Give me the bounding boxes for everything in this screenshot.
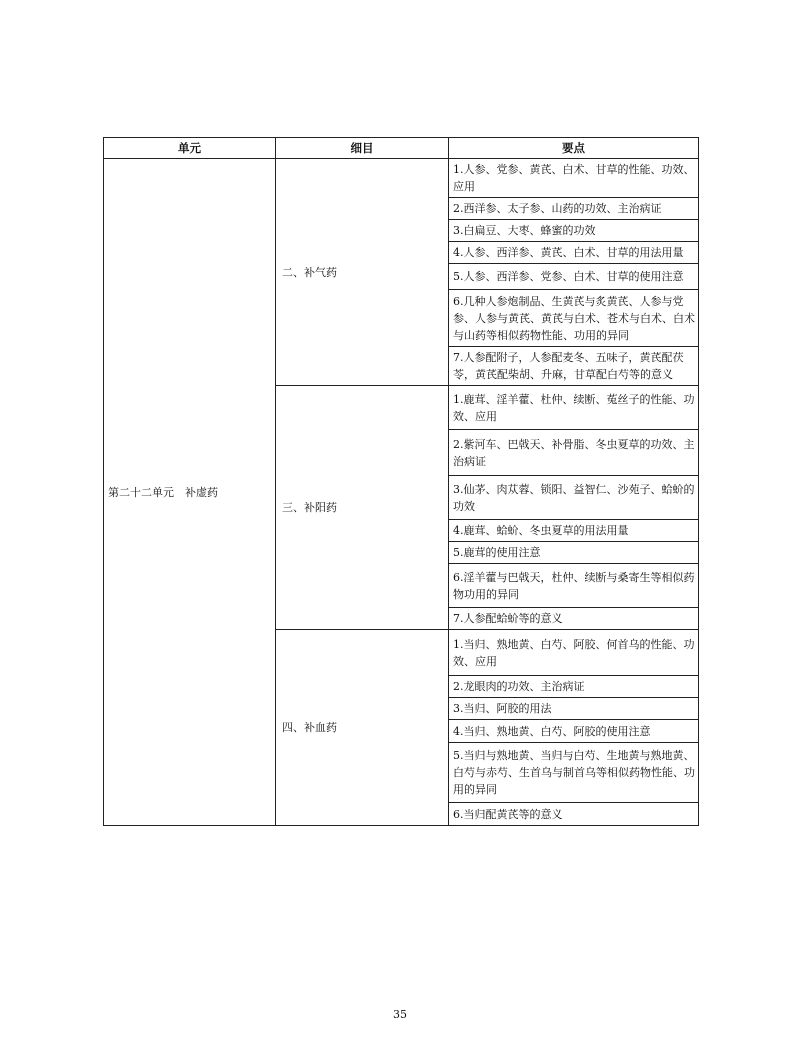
key-point: 2.紫河车、巴戟天、补骨脂、冬虫夏草的功效、主治病证 xyxy=(449,430,699,476)
key-point: 6.当归配黄芪等的意义 xyxy=(449,803,699,826)
detail-cell: 三、补阳药 xyxy=(276,386,449,630)
key-point: 3.仙茅、肉苁蓉、锁阳、益智仁、沙苑子、蛤蚧的功效 xyxy=(449,476,699,520)
key-point: 6.几种人参炮制品、生黄芪与炙黄芪、人参与党参、人参与黄芪、黄芪与白术、苍术与白术、白术与山药等相似药物性能、功用的异同 xyxy=(449,290,699,347)
key-point: 1.人参、党参、黄芪、白术、甘草的性能、功效、应用 xyxy=(449,159,699,198)
key-point: 2.龙眼肉的功效、主治病证 xyxy=(449,676,699,698)
key-point: 7.人参配蛤蚧等的意义 xyxy=(449,608,699,630)
key-point: 4.鹿茸、蛤蚧、冬虫夏草的用法用量 xyxy=(449,520,699,542)
key-point: 6.淫羊藿与巴戟天，杜仲、续断与桑寄生等相似药物功用的异同 xyxy=(449,564,699,608)
table-header-row xyxy=(104,138,699,159)
key-point: 5.当归与熟地黄、当归与白芍、生地黄与熟地黄、白芍与赤芍、生首乌与制首乌等相似药物性能、功用的异同 xyxy=(449,743,699,803)
header-detail: 细目 xyxy=(276,138,449,159)
key-point: 1.鹿茸、淫羊藿、杜仲、续断、菟丝子的性能、功效、应用 xyxy=(449,386,699,430)
header-unit: 单元 xyxy=(104,138,276,159)
syllabus-table xyxy=(103,137,699,826)
key-point: 7.人参配附子，人参配麦冬、五味子，黄芪配茯苓，黄芪配柴胡、升麻，甘草配白芍等的意义 xyxy=(449,347,699,386)
detail-cell: 二、补气药 xyxy=(276,159,449,386)
key-point: 4.人参、西洋参、黄芪、白术、甘草的用法用量 xyxy=(449,242,699,264)
key-point: 5.人参、西洋参、党参、白术、甘草的使用注意 xyxy=(449,264,699,290)
key-point: 4.当归、熟地黄、白芍、阿胶的使用注意 xyxy=(449,720,699,743)
header-key-points: 要点 xyxy=(449,138,699,159)
key-point: 2.西洋参、太子参、山药的功效、主治病证 xyxy=(449,198,699,220)
key-point: 1.当归、熟地黄、白芍、阿胶、何首乌的性能、功效、应用 xyxy=(449,630,699,676)
table-row xyxy=(104,159,699,198)
key-point: 3.当归、阿胶的用法 xyxy=(449,698,699,720)
key-point: 5.鹿茸的使用注意 xyxy=(449,542,699,564)
detail-cell: 四、补血药 xyxy=(276,630,449,826)
page-number: 35 xyxy=(393,1008,407,1021)
unit-cell: 第二十二单元 补虚药 xyxy=(104,159,276,826)
key-point: 3.白扁豆、大枣、蜂蜜的功效 xyxy=(449,220,699,242)
